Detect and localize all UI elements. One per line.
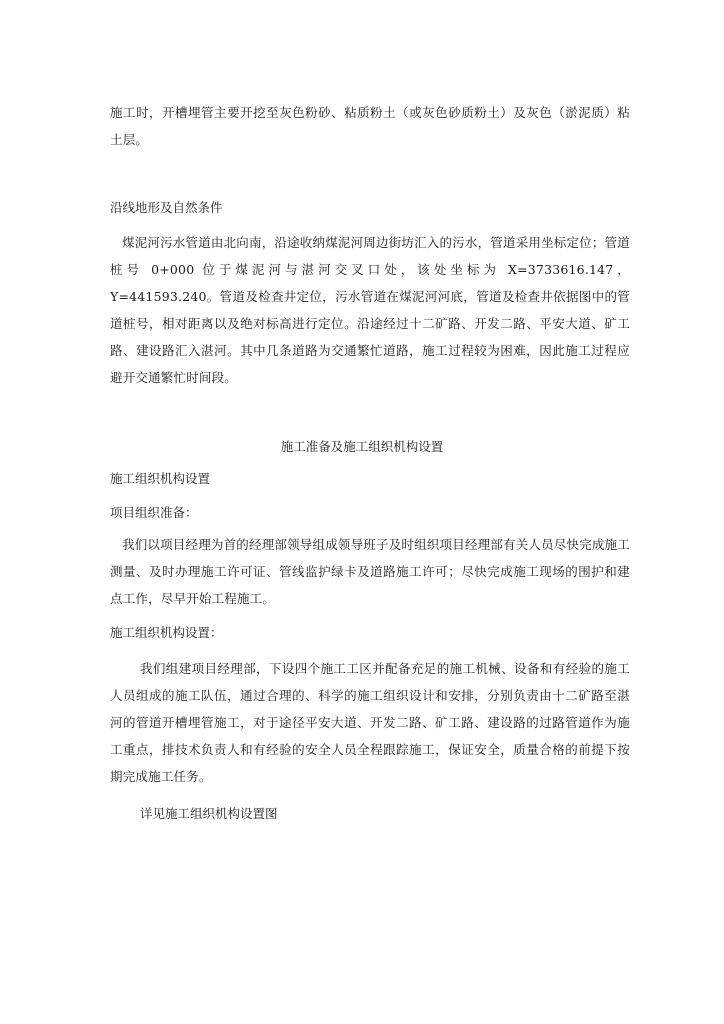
- org-heading: 施工组织机构设置: [110, 471, 211, 486]
- prep-paragraph: 我们以项目经理为首的经理部领导组成领导班子及时组织项目经理部有关人员尽快完成施工测量、及时办理施工许可证、管线监护绿卡及道路施工许可；尽快完成施工现场的围护和建点工作，尽早开始工程施工。: [110, 537, 631, 606]
- terrain-heading: 沿线地形及自然条件: [110, 200, 223, 215]
- see-chart-note: 详见施工组织机构设置图: [140, 806, 278, 821]
- terrain-paragraph: 煤泥河污水管道由北向南，沿途收纳煤泥河周边街坊汇入的污水，管道采用坐标定位；管道桩号 0+000 位于煤泥河与湛河交叉口处，该处坐标为 X=3733616.147，Y=441593.240。管道及检查井定位，污水管道在煤泥河河底，管道及检查井依据图中的管道桩号，相对距离以及绝对标高进行定位。沿途经过十二矿路、开发二路、平安大道、矿工路、建设路汇入湛河。其中几条道路为交通繁忙道路，施工过程较为困难，因此施工过程应避开交通繁忙时间段。: [110, 235, 631, 385]
- intro-paragraph: 施工时，开槽埋管主要开挖至灰色粉砂、粘质粉土（或灰色砂质粉土）及灰色（淤泥质）粘土层。: [110, 105, 630, 147]
- section-title: 施工准备及施工组织机构设置: [280, 439, 444, 454]
- org-setup-paragraph: 我们组建项目经理部，下设四个施工工区并配备充足的施工机械、设备和有经验的施工人员组成的施工队伍，通过合理的、科学的施工组织设计和安排，分别负责由十二矿路至湛河的管道开槽埋管施工，对于途径平安大道、开发二路、矿工路、建设路的过路管道作为施工重点，排技术负责人和有经验的安全人员全程跟踪施工，保证安全，质量合格的前提下按期完成施工任务。: [110, 661, 630, 784]
- org-setup-heading: 施工组织机构设置：: [110, 625, 223, 640]
- prep-heading: 项目组织准备：: [110, 505, 198, 520]
